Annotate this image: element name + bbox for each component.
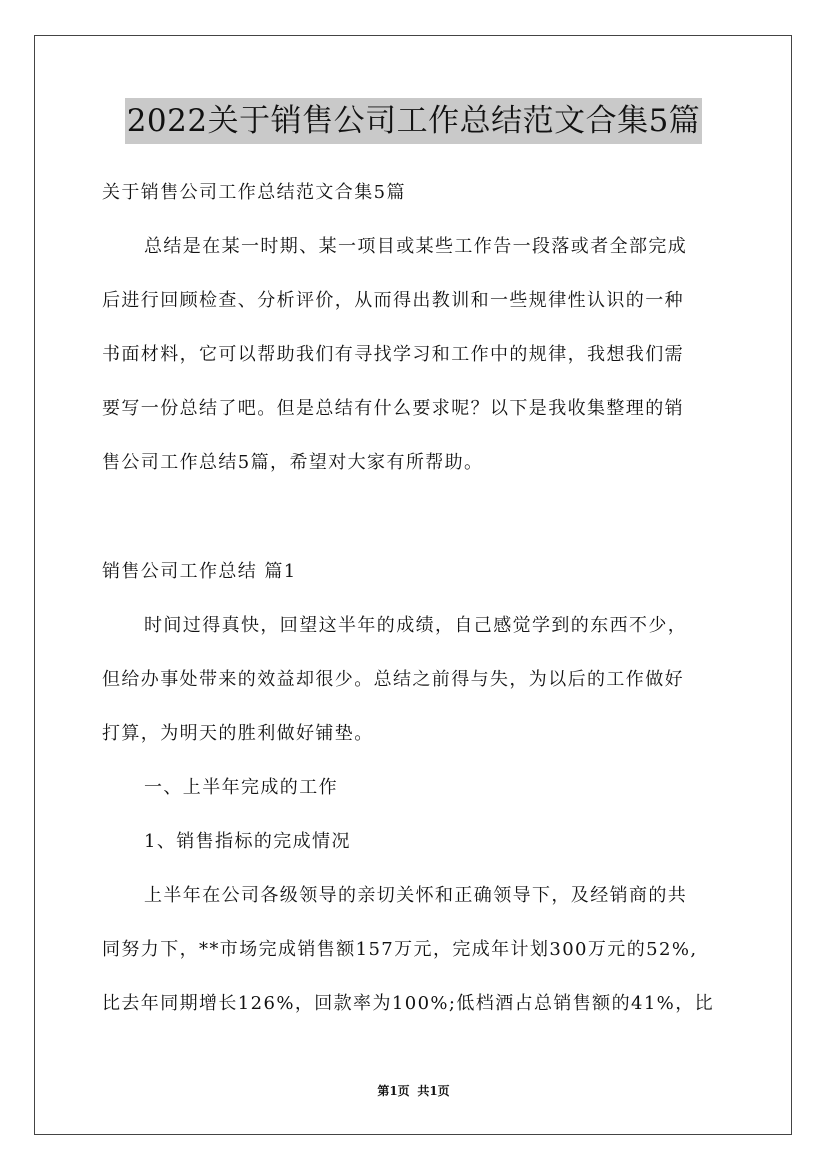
document-subtitle: 关于销售公司工作总结范文合集5篇 bbox=[102, 182, 406, 203]
part-heading: 一、上半年完成的工作 bbox=[144, 777, 338, 798]
body-line-2: 同努力下，**市场完成销售额157万元，完成年计划300万元的52%, bbox=[102, 939, 698, 960]
intro-line-3: 书面材料，它可以帮助我们有寻找学习和工作中的规律，我想我们需 bbox=[102, 344, 684, 365]
intro-line-5: 售公司工作总结5篇，希望对大家有所帮助。 bbox=[102, 452, 484, 473]
document-title bbox=[0, 98, 827, 144]
body-line-1: 上半年在公司各级领导的亲切关怀和正确领导下，及经销商的共 bbox=[144, 885, 688, 906]
intro-line-1: 总结是在某一时期、某一项目或某些工作告一段落或者全部完成 bbox=[144, 236, 688, 257]
section-line-2: 但给办事处带来的效益却很少。总结之前得与失，为以后的工作做好 bbox=[102, 669, 684, 690]
section-line-3: 打算，为明天的胜利做好铺垫。 bbox=[102, 723, 374, 744]
section-heading: 销售公司工作总结 篇1 bbox=[102, 561, 297, 582]
body-line-3: 比去年同期增长126%，回款率为100%;低档酒占总销售额的41%，比 bbox=[102, 993, 714, 1014]
sub-heading: 1、销售指标的完成情况 bbox=[144, 831, 351, 852]
section-line-1: 时间过得真快，回望这半年的成绩，自己感觉学到的东西不少， bbox=[144, 615, 688, 636]
intro-line-2: 后进行回顾检查、分析评价，从而得出教训和一些规律性认识的一种 bbox=[102, 290, 684, 311]
intro-line-4: 要写一份总结了吧。但是总结有什么要求呢？以下是我收集整理的销 bbox=[102, 398, 684, 419]
document-title-text: 2022关于销售公司工作总结范文合集5篇 bbox=[125, 98, 703, 144]
page-total: 共1页 bbox=[417, 1084, 450, 1098]
page-footer bbox=[0, 1083, 827, 1099]
page-number: 第1页 bbox=[377, 1084, 410, 1098]
